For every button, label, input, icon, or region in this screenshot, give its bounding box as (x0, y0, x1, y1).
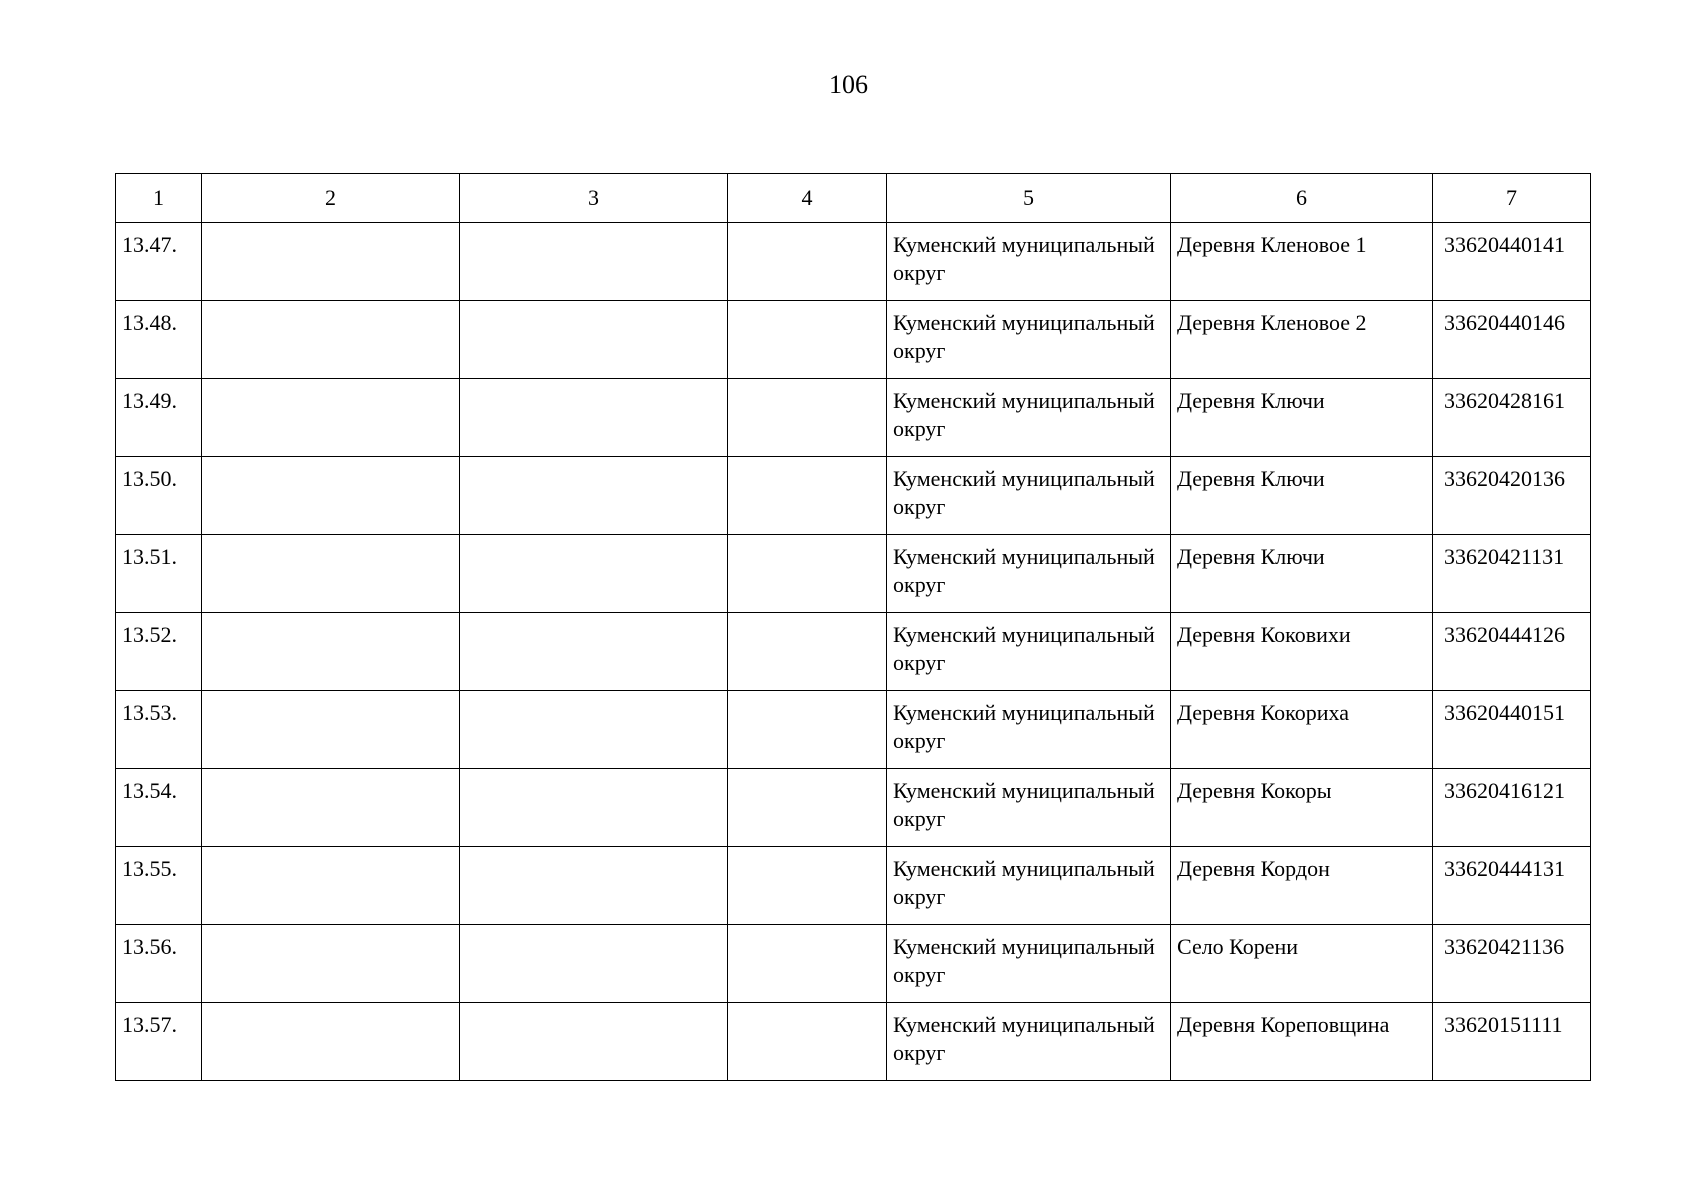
municipality-cell: Куменский муниципальный округ (887, 769, 1171, 847)
column-4-cell (728, 379, 887, 457)
header-cell-6: 6 (1171, 174, 1433, 223)
table-row (116, 379, 1591, 457)
code-cell: 33620421131 (1433, 535, 1591, 613)
municipality-cell: Куменский муниципальный округ (887, 535, 1171, 613)
column-4-cell (728, 1003, 887, 1081)
settlement-cell: Село Корени (1171, 925, 1433, 1003)
row-number-cell: 13.53. (116, 691, 202, 769)
header-cell-3: 3 (460, 174, 728, 223)
column-2-cell (202, 379, 460, 457)
row-number-cell: 13.57. (116, 1003, 202, 1081)
municipality-cell: Куменский муниципальный округ (887, 847, 1171, 925)
table-row (116, 691, 1591, 769)
row-number-cell: 13.47. (116, 223, 202, 301)
code-cell: 33620444126 (1433, 613, 1591, 691)
column-3-cell (460, 847, 728, 925)
table-row (116, 457, 1591, 535)
column-4-cell (728, 301, 887, 379)
column-3-cell (460, 223, 728, 301)
column-4-cell (728, 223, 887, 301)
row-number-cell: 13.55. (116, 847, 202, 925)
column-4-cell (728, 847, 887, 925)
column-3-cell (460, 691, 728, 769)
settlement-cell: Деревня Кокориха (1171, 691, 1433, 769)
column-2-cell (202, 925, 460, 1003)
code-cell: 33620151111 (1433, 1003, 1591, 1081)
table-row (116, 847, 1591, 925)
column-3-cell (460, 457, 728, 535)
column-2-cell (202, 535, 460, 613)
row-number-cell: 13.50. (116, 457, 202, 535)
column-3-cell (460, 613, 728, 691)
column-2-cell (202, 457, 460, 535)
header-row (116, 174, 1591, 223)
column-4-cell (728, 925, 887, 1003)
code-cell: 33620440146 (1433, 301, 1591, 379)
column-4-cell (728, 691, 887, 769)
row-number-cell: 13.54. (116, 769, 202, 847)
column-2-cell (202, 301, 460, 379)
municipality-cell: Куменский муниципальный округ (887, 223, 1171, 301)
code-cell: 33620440141 (1433, 223, 1591, 301)
column-2-cell (202, 223, 460, 301)
table-body (116, 223, 1591, 1081)
column-2-cell (202, 1003, 460, 1081)
table-row (116, 1003, 1591, 1081)
column-2-cell (202, 769, 460, 847)
settlement-cell: Деревня Ключи (1171, 535, 1433, 613)
column-4-cell (728, 535, 887, 613)
code-cell: 33620416121 (1433, 769, 1591, 847)
column-4-cell (728, 457, 887, 535)
table-header (116, 174, 1591, 223)
header-cell-2: 2 (202, 174, 460, 223)
settlement-cell: Деревня Ключи (1171, 457, 1433, 535)
code-cell: 33620428161 (1433, 379, 1591, 457)
column-3-cell (460, 535, 728, 613)
column-4-cell (728, 613, 887, 691)
row-number-cell: 13.49. (116, 379, 202, 457)
code-cell: 33620420136 (1433, 457, 1591, 535)
settlement-cell: Деревня Кореповщина (1171, 1003, 1433, 1081)
municipality-cell: Куменский муниципальный округ (887, 379, 1171, 457)
header-cell-1: 1 (116, 174, 202, 223)
municipality-cell: Куменский муниципальный округ (887, 457, 1171, 535)
column-2-cell (202, 613, 460, 691)
header-cell-5: 5 (887, 174, 1171, 223)
settlement-cell: Деревня Коковихи (1171, 613, 1433, 691)
settlement-cell: Деревня Кленовое 2 (1171, 301, 1433, 379)
column-4-cell (728, 769, 887, 847)
row-number-cell: 13.48. (116, 301, 202, 379)
table-row (116, 925, 1591, 1003)
municipality-cell: Куменский муниципальный округ (887, 691, 1171, 769)
settlement-cell: Деревня Ключи (1171, 379, 1433, 457)
page-number: 106 (829, 70, 868, 99)
column-3-cell (460, 769, 728, 847)
code-cell: 33620421136 (1433, 925, 1591, 1003)
row-number-cell: 13.52. (116, 613, 202, 691)
code-cell: 33620440151 (1433, 691, 1591, 769)
table-row (116, 769, 1591, 847)
code-cell: 33620444131 (1433, 847, 1591, 925)
column-2-cell (202, 847, 460, 925)
table-row (116, 613, 1591, 691)
table-row (116, 301, 1591, 379)
row-number-cell: 13.56. (116, 925, 202, 1003)
column-3-cell (460, 1003, 728, 1081)
header-cell-4: 4 (728, 174, 887, 223)
table-row (116, 223, 1591, 301)
municipality-cell: Куменский муниципальный округ (887, 1003, 1171, 1081)
municipality-cell: Куменский муниципальный округ (887, 301, 1171, 379)
municipality-cell: Куменский муниципальный округ (887, 925, 1171, 1003)
row-number-cell: 13.51. (116, 535, 202, 613)
header-cell-7: 7 (1433, 174, 1591, 223)
table-row (116, 535, 1591, 613)
settlement-cell: Деревня Кордон (1171, 847, 1433, 925)
data-table (115, 173, 1591, 1081)
settlement-cell: Деревня Кокоры (1171, 769, 1433, 847)
municipality-cell: Куменский муниципальный округ (887, 613, 1171, 691)
column-2-cell (202, 691, 460, 769)
settlement-cell: Деревня Кленовое 1 (1171, 223, 1433, 301)
column-3-cell (460, 379, 728, 457)
column-3-cell (460, 925, 728, 1003)
column-3-cell (460, 301, 728, 379)
